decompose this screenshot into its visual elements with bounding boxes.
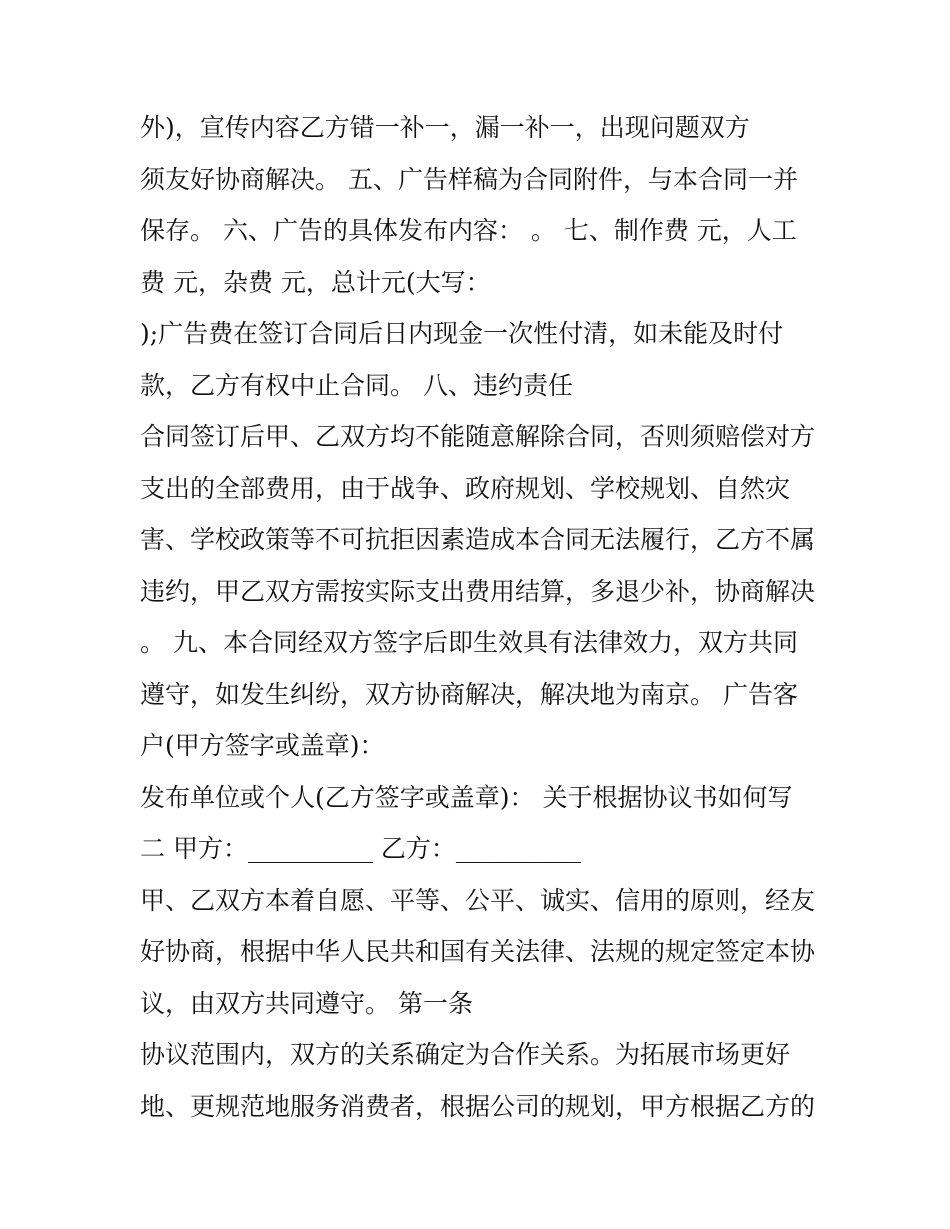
text-line: 合同签订后甲、乙双方均不能随意解除合同，否则须赔偿对方: [140, 422, 816, 451]
text-line: 款，乙方有权中止合同。 八、违约责任: [140, 370, 573, 400]
text-line: 害、学校政策等不可抗拒因素造成本合同无法履行，乙方不属: [140, 525, 816, 554]
text-line: 。 九、本合同经双方签字后即生效具有法律效力，双方共同: [140, 628, 798, 657]
text-line: 费 元，杂费 元，总计元(大写：: [140, 267, 491, 297]
text-line: 违约，甲乙双方需按实际支出费用结算，多退少补，协商解决: [140, 576, 816, 606]
text-line: 保存。 六、广告的具体发布内容： 。 七、制作费 元，人工: [140, 216, 797, 245]
text-line: 发布单位或个人(乙方签字或盖章)： 关于根据协议书如何写: [140, 782, 793, 812]
text-line: 地、更规范地服务消费者，根据公司的规划，甲方根据乙方的: [140, 1091, 816, 1121]
text-line: 甲、乙双方本着自愿、平等、公平、诚实、信用的原则，经友: [140, 885, 816, 915]
text-line: 遵守，如发生纠纷，双方协商解决，解决地为南京。 广告客: [140, 679, 798, 709]
text-line: 二 甲方：__________ 乙方：__________: [140, 834, 581, 863]
text-line: 外)，宣传内容乙方错一补一，漏一补一，出现问题双方: [140, 113, 750, 142]
text-line: 户(甲方签字或盖章)：: [140, 731, 385, 760]
text-line: 好协商，根据中华人民共和国有关法律、法规的规定签定本协: [140, 937, 816, 966]
text-line: 议，由双方共同遵守。 第一条: [140, 988, 473, 1018]
text-line: 须友好协商解决。 五、广告样稿为合同附件，与本合同一并: [140, 164, 798, 194]
document-body: [140, 108, 830, 1138]
text-line: 支出的全部费用，由于战争、政府规划、学校规划、自然灾: [140, 473, 791, 503]
text-line: 协议范围内，双方的关系确定为合作关系。为拓展市场更好: [140, 1040, 791, 1069]
text-line: );广告费在签订合同后日内现金一次性付清，如未能及时付: [140, 319, 784, 348]
